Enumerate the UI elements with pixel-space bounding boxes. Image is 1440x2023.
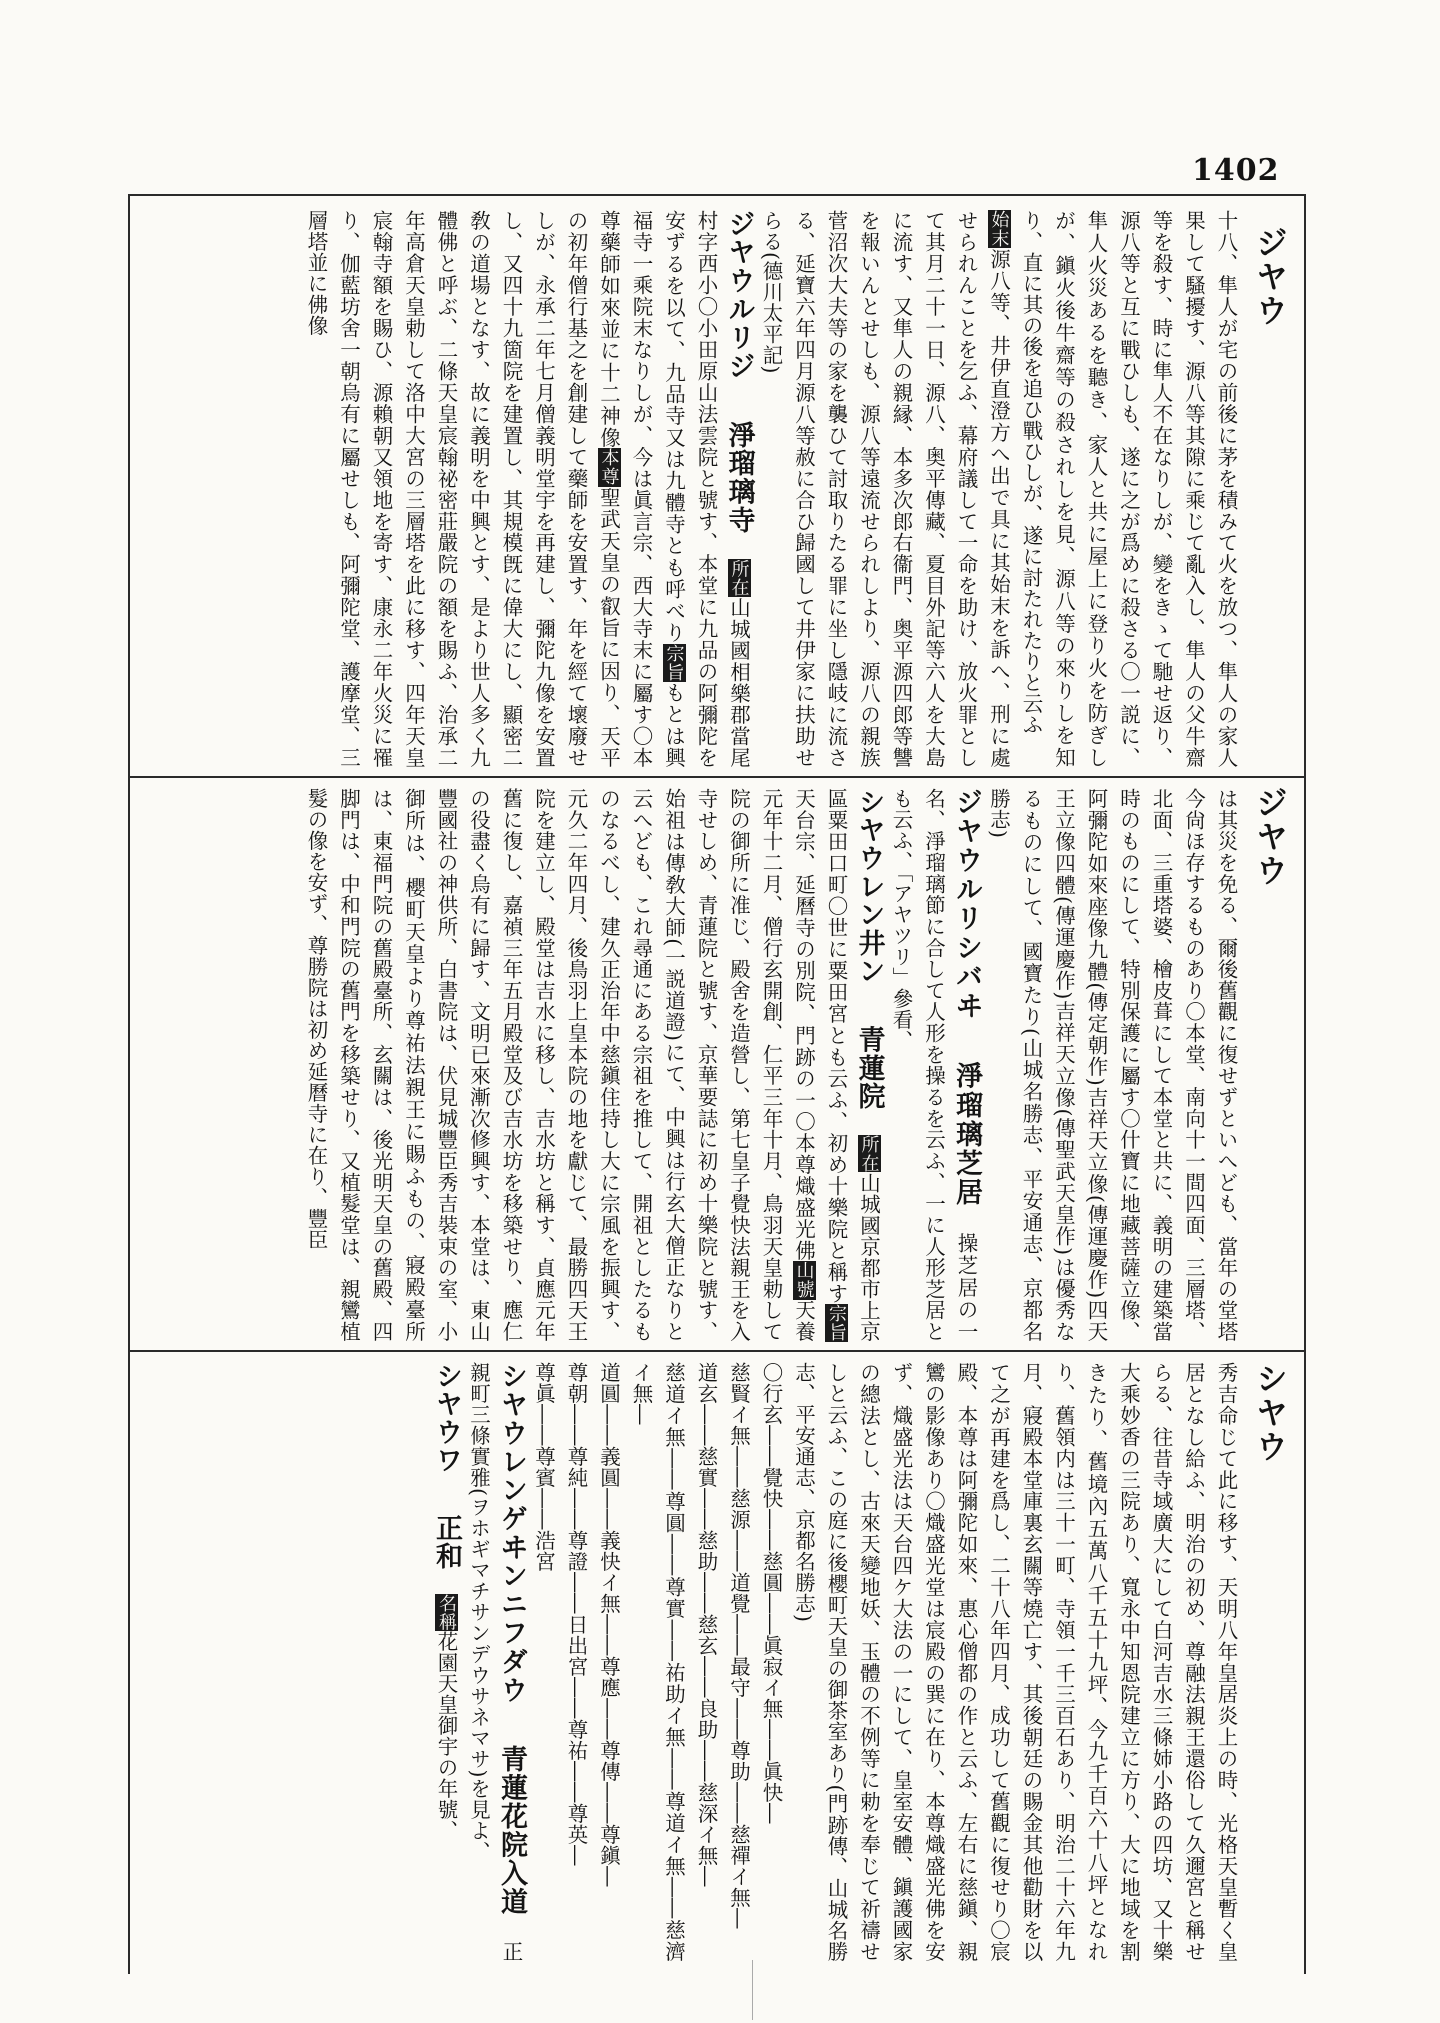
tag-honzon: 本尊 <box>598 448 620 487</box>
headword-alt: 操芝居 <box>954 1231 978 1299</box>
bottom-section-text <box>138 1362 1242 1962</box>
header-shiyau-bottom: シヤウ <box>1251 1362 1289 1464</box>
entry-shourenin: シヤウレン井ン青蓮院所在山城國京都市上京區粟田口町〇世に粟田宮とも云ふ、初め十樂院と稱す宗旨天台宗、延曆寺の別院、門跡の一〇本尊熾盛光佛山號天養元年十二月、僧行玄開創、仁平三年十月、鳥羽天皇勅して院の御所に准じ、殿舍を造營し、第七皇子覺快法親王を入寺せしめ、青蓮院と號す、京華要誌に初め十樂院と號す、始祖は傳敎大師(一説道證)にて、中興は行玄大僧正なりと云へども、これ尋通にある宗祖を推して、開祖としたるものなるべし、建久正治年中慈鎭住持し大に宗風を振興す、元久二年四月、後鳥羽上皇本院の地を獻じて、最勝四天王院を建立し、殿堂は吉水に移し、吉水坊と稱す、貞應元年舊に復し、嘉禎三年五月殿堂及び吉水坊を移築せり、應仁の役盡く烏有に歸す、文明已來漸次修興す、本堂は、東山豐國社の神供所、白書院は、伏見城豐臣秀吉裝束の室、小御所は、櫻町天皇より尊祐法親王に賜ふもの、寢殿臺所は、東福門院の舊殿臺所、玄關は、後光明天皇の舊殿、四脚門は、中和門院の舊門を移築せり、又植髮堂は、親鸞植髮の像を安ず、尊勝院は初め延曆寺に在り、豐臣 <box>304 788 885 1342</box>
bottom-center-crease <box>752 1960 753 2020</box>
headword-kanji: 淨瑠璃寺 <box>723 420 755 535</box>
entry-shourengein-nyudou: シヤウレンゲヰンニフダウ青蓮花院入道正親町三條實雅(ヲホギマチサンデウサネマサ)を見よ、 <box>466 1362 527 1962</box>
entry-shouwa: シヤウワ正和名稱花園天皇御宇の年號、 <box>431 1362 462 1841</box>
section-divider-bottom <box>128 1350 1304 1352</box>
entry-body-paragraph: 始末源八等、井伊直澄方へ出で具に其始末を訴へ、刑に處せられんことを乞ふ、幕府議して一命を助け、放火罪として其月二十一日、源八、奥平傳藏、夏目外記等六人を大島に流す、又隼人の親縁、本多次郎右衞門、奥平源四郎等讐を報いんとせしも、源八等遠流せられしより、源八の親族菅沼次大夫等の家を襲ひて討取りたる罪に坐し隱岐に流さる、延寶六年四月源八等赦に合ひ歸國して井伊家に扶助せらる(德川太平記) <box>759 210 1011 768</box>
headword-kanji: 青蓮院 <box>853 1025 885 1111</box>
middle-section-text <box>138 788 1242 1342</box>
lineage-line: 尊朝――尊純――尊證――日出宮――尊祐――尊英― <box>564 1362 588 1866</box>
section-divider-top <box>128 776 1304 778</box>
entry-body-paragraph: 秀吉命じて此に移す、天明八年皇居炎上の時、光格天皇暫く皇居となし給ふ、明治の初め、尊融法親王還俗して久邇宮と稱せらる、往昔寺域廣大にして白河吉水三條姉小路の四坊、又十樂大乘妙香の三院あり、寬永中知恩院建立に方り、大に地域を割きたり、舊境內五萬八千五十九坪、今九千百六十八坪となれり、舊領内は三十一町、寺領一千三百石あり、明治二十六年九月、寢殿本堂庫裏玄關等燒亡す、其後朝廷の賜金其他勸財を以て之が再建を爲し、二十八年四月、成功して舊觀に復せり〇宸殿、本尊は阿彌陀如來、惠心僧都の作と云ふ、左右に慈鎭、親鸞の影像あり〇熾盛光堂は宸殿の巽に在り、本尊熾盛光佛を安ず、熾盛光法は天台四ケ大法の一にして、皇室安體、鎭護國家の總法とし、古來天變地妖、玉體の不例等に勅を奉じて祈禱せしと云ふ、この庭に後櫻町天皇の御茶室あり(門跡傳、山城名勝志、平安通志、京都名勝志) <box>791 1362 1238 1962</box>
header-jiyau-middle: ジヤウ <box>1251 786 1289 888</box>
entry-joururiji: ジヤウルリジ淨瑠璃寺所在山城國相樂郡當尾村字西小〇小田原山法雲院と號す、本堂に九品の阿彌陀を安ずるを以て、九品寺又は九體寺とも呼べり宗旨もとは興福寺一乘院末なりしが、今は眞言宗、西大寺末に屬す〇本尊藥師如來並に十二神像本尊聖武天皇の叡旨に因り、天平の初年僧行基之を創建して藥師を安置す、年を經て壞廢せしが、永承二年七月僧義明堂宇を再建し、彌陀九像を安置し、又四十九箇院を建置し、其規模旣に偉大にし、顯密二敎の道場となす、故に義明を中興とす、是より世人多く九體佛と呼ぶ、二條天皇宸翰祕密莊嚴院の額を賜ふ、治承二年高倉天皇勅して洛中大宮の三層塔を此に移す、四年天皇宸翰寺額を賜ひ、源賴朝又領地を寄す、康永二年火災に罹り、伽藍坊舍一朝烏有に屬せしも、阿彌陀堂、護摩堂、三層塔並に佛像 <box>304 210 755 768</box>
tag-shozai: 所在 <box>728 558 750 598</box>
lineage-line: 道圓――義圓――義快イ無――尊應――尊傳――尊鎭― <box>596 1362 621 1887</box>
tag-shomatsu: 始末 <box>988 210 1010 249</box>
headword-kana: シヤウレンゲヰンニフダウ <box>496 1362 527 1705</box>
headword-kanji: 正和 <box>431 1514 462 1570</box>
tag-meisho: 名稱 <box>436 1594 457 1631</box>
tag-shozai: 所在 <box>858 1134 880 1173</box>
tag-shushi: 宗旨 <box>826 1304 847 1342</box>
headword-kana: ジヤウルリシバヰ <box>951 788 982 1021</box>
headword-kanji: 青蓮花院 <box>496 1744 527 1860</box>
frame-top-rule <box>128 194 1304 196</box>
headword-kana: シヤウワ <box>431 1362 462 1474</box>
page-number: 1402 <box>1192 153 1280 188</box>
tag-shushi: 宗旨 <box>663 643 685 682</box>
top-section-text <box>138 210 1242 768</box>
headword-kanji-suffix: 入道 <box>496 1859 527 1917</box>
lineage-line: 〇行玄――覺快――慈圓――眞寂イ無――眞快― <box>759 1362 783 1824</box>
tag-sanmei: 山號 <box>793 1261 815 1300</box>
entry-body-paragraph: 十八、隼人が宅の前後に茅を積みて火を放つ、隼人の家人果して騷擾す、源八等其隙に乘じて亂入し、隼人の父牛齋等を殺す、時に隼人不在なりしが、變をきゝて馳せ返り、源八等と互に戰ひしも、遂に之が爲めに殺さる〇一説に、隼人火災あるを聽き、家人と共に屋上に登り火を防ぎしが、鎭火後牛齋等の殺されしを見、源八等の來りしを知り、直に其の後を追ひ戰ひしが、遂に討たれたりと云ふ <box>1019 210 1238 768</box>
frame-left-rule <box>128 194 130 1974</box>
headword-kana: シヤウレン井ン <box>853 788 885 986</box>
headword-kana: ジヤウルリジ <box>723 210 755 381</box>
entry-joururi-shibai: ジヤウルリシバヰ淨瑠璃芝居操芝居の一名、淨瑠璃節に合して人形を操るを云ふ、一に人形芝居とも云ふ、「アヤツリ」參看、 <box>889 788 982 1342</box>
lineage-line: 尊眞――尊賓――浩宮 <box>531 1362 556 1572</box>
lineage-line: 慈道イ無――尊圓――尊實――祐助イ無――尊道イ無――慈濟イ無― <box>629 1362 686 1962</box>
lineage-line: 道玄――慈實――慈助――慈玄――良助――慈深イ無― <box>694 1362 718 1887</box>
lineage-line: 慈賢イ無――慈源――道覺――最守――尊助――慈禪イ無― <box>726 1362 751 1929</box>
headword-kanji: 淨瑠璃芝居 <box>951 1060 982 1208</box>
entry-body-paragraph: は其災を免る、爾後舊觀に復せずといへども、當年の堂塔今尙ほ存するものあり〇本堂、南向十一間四面、三層塔、北面、三重塔婆、檜皮葺にして本堂と共に、義明の建築當時のものにして、特別保護に屬す〇什寶に地藏菩薩立像、阿彌陀如來座像九體(傳定朝作)吉祥天立像(傳運慶作)四天王立像四體(傳運慶作)吉祥天立像(傳聖武天皇作)は優秀なるものにして、國寶たり(山城名勝志、平安通志、京都名勝志) <box>986 788 1238 1342</box>
header-jiyau-top: ジヤウ <box>1251 226 1289 328</box>
frame-right-rule <box>1304 194 1306 1974</box>
